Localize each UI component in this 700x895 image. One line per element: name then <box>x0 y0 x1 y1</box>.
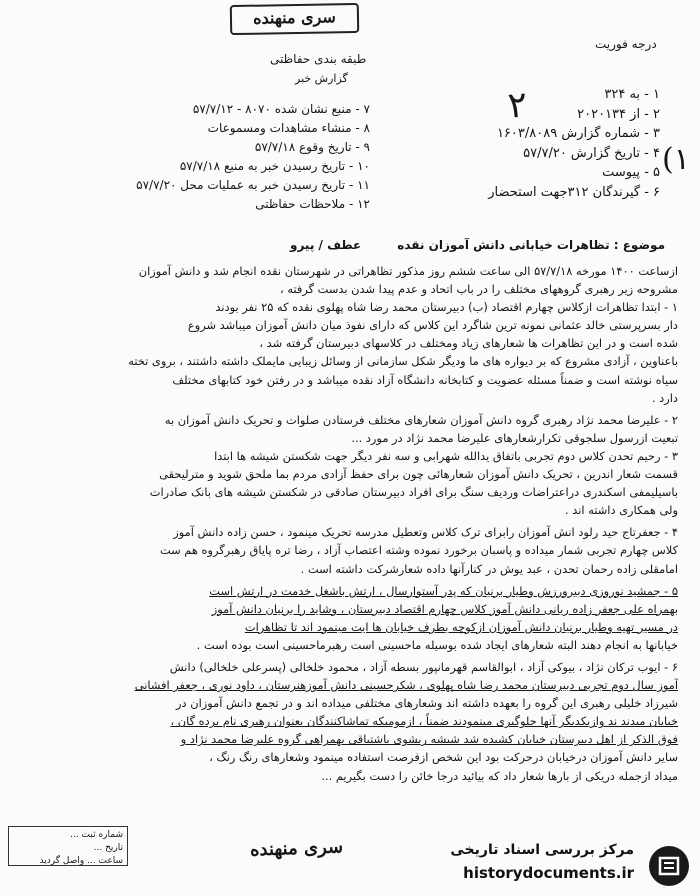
report-body <box>20 262 678 785</box>
body-line: باعناوین ، آزادی مشروع که بر دیواره های ما ودیگر شکل سازمانی از وسائل زیبایی مایملک داشته داشتند ، بروی تخته <box>128 354 678 369</box>
watermark-title: مرکز بررسی اسناد تاریخی <box>450 842 634 858</box>
bottom-secret-stamp: سری منهنده <box>249 836 344 861</box>
subject-line <box>290 238 665 252</box>
body-line: دارد . <box>651 390 678 405</box>
body-line: فوق الذکر از اهل دبیرستان خیابان کشیده شد شیشه ریشوی باشتیاقی بهمراهی گروه علیرضا محمد نژاد و <box>180 732 678 747</box>
archive-logo-icon <box>646 844 692 888</box>
field-source: ۷ - منبع نشان شده ۸۰۷۰ - ۵۷/۷/۱۲ <box>192 102 370 116</box>
classification-label: طبقه بندی حفاظتی <box>270 52 367 66</box>
field-source-receipt-date: ۱۰ - تاریخ رسیدن خبر به منبع ۵۷/۷/۱۸ <box>179 159 370 173</box>
field-event-date: ۹ - تاریخ وقوع ۵۷/۷/۱۸ <box>254 140 370 154</box>
field-origin: ۸ - منشاء مشاهدات ومسموعات <box>207 121 370 135</box>
field-recipients: ۶ - گیرندگان ۳۱۲جهت استحضار <box>488 184 660 200</box>
body-line: امامقلی زاده رحمان تحدن ، عبد یوش در کنارآنها داده شعارشرکت داشته است . <box>300 561 678 576</box>
body-line: خیابانها به انجام دهند البته شعارهای ایجاد شده بوسیله ماحسینی است رهبرماحسینی است بوده است . <box>196 637 678 652</box>
priority-label: درجه فوریت <box>595 37 657 51</box>
body-line: شده است و در این تظاهرات ها شعارهای زیاد ومختلف در کلاسهای دبیرستان گرفته شد ، <box>259 336 678 351</box>
body-line: ۶ - ایوب ترکان نژاد ، بیوکی آزاد ، ابوالقاسم قهرمانپور بسطه آزاد ، محمود خلخالی (پسرعلی خلخالی) دانش <box>169 659 678 674</box>
body-line: ۳ - رحیم تحدن کلاس دوم تجربی باتفاق یدالله شهرابی و سه نفر دیگر جهت شکستن شیشه ها ابتدا <box>214 448 678 463</box>
field-security-notes: ۱۲ - ملاحظات حفاظتی <box>255 197 370 211</box>
registration-stamp <box>8 826 128 866</box>
body-line: ۵ - جمشید نوروزی دبیرورزش وطیار برنیان که پدر آستوارسال ، ارتش باشغل خدمت در ارتش است <box>209 583 678 598</box>
secret-stamp: سری منهنده <box>230 3 360 35</box>
body-line: سایر دانش آموزان درخیابان درحرکت بود این شخص ازفرصت استفاده مینمود وشعارهای رنگ رنگ ، <box>209 750 678 765</box>
report-fields-left <box>25 100 370 214</box>
body-line: کلاس چهارم تجربی شمار میداده و پاسبان برخورد نموده وشته اعتصاب آزاد ، رضا تره پایاق رهبرگروه هم ست <box>159 543 678 558</box>
stamp-line: تاریخ ... <box>93 843 123 853</box>
stamp-line: ساعت ... واصل گردید <box>39 856 123 866</box>
body-line: بهمراه علی جعفر زاده ریانی دانش آموز کلاس چهارم اقتصاد دبیرستان ، وشاید را برنیان دانش آموز <box>211 601 678 616</box>
field-report-date: ۴ - تاریخ گزارش ۵۷/۷/۲۰ <box>523 145 660 161</box>
body-line: دار بسرپرستی خالد عثمانی نمونه ترین شاگرد این کلاس که دارای نفوذ میان دانش آموزان میباشد شروع <box>187 318 678 333</box>
body-line: تبعیت ازرسول سلجوقی تکرارشعارهای علیرضا محمد نژاد در مورد ... <box>351 430 678 445</box>
field-operations-receipt-date: ۱۱ - تاریخ رسیدن خبر به عملیات محل ۵۷/۷/۲۰ <box>136 178 370 192</box>
body-line: سیاه نوشته است و ضمناً مسئله عضویت و کتابخانه دانشگاه آزاد نقده میباشد و در رفتن خود کتابهای مختلف <box>172 372 678 387</box>
body-line: ولی همکاری داشته اند . <box>565 503 678 518</box>
body-line: میداد ازجمله دریکی از بارها شعار داد که بیائید درجا خائن را دست بگیریم ... <box>321 768 678 783</box>
body-line: قسمت شعار اندرین ، تحریک دانش آموزان شعارهائی چون برای حفظ آزادی مردم بما ملحق شوید و مترلیحقی <box>159 467 678 482</box>
body-line: ۱ - ابتدا تظاهرات ازکلاس چهارم اقتصاد (ب) دبیرستان محمد رضا شاه پهلوی نقده که ۲۵ نفر بودند <box>215 300 678 315</box>
subject-text: موضوع : تظاهرات خیابانی دانش آموزان نقده <box>397 238 665 252</box>
handwritten-bracket: (۱ <box>662 142 690 177</box>
body-line: شیرزاد خلیلی رهبری این گروه را بعهده داشته اند وشعارهای مختلفی میداده اند و در تجمع دانش آموزان در <box>176 696 678 711</box>
classification-sub-label: گزارش خبر <box>295 72 348 85</box>
watermark <box>362 842 692 892</box>
body-line: آموز سال دوم تجربی دبیرستان محمد رضا شاه پهلوی ، شکرحسینی دانش آموزهنرستان ، داود نوری ، جعفر افشانی <box>134 678 678 693</box>
field-report-number: ۳ - شماره گزارش ۱۶۰۳/۸۰۸۹ <box>496 126 660 141</box>
body-line: ۴ - جعفرتاج حید رلود انش آموزان رابرای ترک کلاس وتعطیل مدرسه تحریک مینمود ، حسن زاده دانش آموز <box>173 525 678 540</box>
body-line: ازساعت ۱۴۰۰ مورخه ۵۷/۷/۱۸ الی ساعت ششم روز مذکور تظاهراتی در شهرستان نقده انجام شد و دانش آموزان <box>138 264 678 278</box>
subject-reference: عطف / پیرو <box>290 238 362 252</box>
body-line: مشروحه زیر رهبری گروههای مختلف را در باب اتحاد و عدم پیدا شدن بدست گرفته ، <box>280 282 678 297</box>
stamp-line: شماره ثبت ... <box>70 830 123 840</box>
handwritten-number: ۲ <box>506 84 530 127</box>
body-line: ۲ - علیرضا محمد نژاد رهبری گروه دانش آموزان شعارهای مختلف فرستادن صلوات و تحریک دانش آموزان به <box>164 412 678 427</box>
field-from: ۲ - از ۲۰۲۰۱۳۴ <box>577 106 660 122</box>
report-fields-right <box>400 85 660 202</box>
body-line: خیابان میدند ند وازیکدیگر آنها جلوگیری مینمودند ضمناً ، ازمومیکه تماشاکنندگان بعنوان رهبری نام برده گان ، <box>170 714 678 729</box>
body-line: در مسیر تهیه وطیار برنیان دانش آموزان ازکوچه بطرف خیابان ها ایت مینمود اند تا تظاهرات <box>244 619 678 634</box>
watermark-url: historydocuments.ir <box>463 864 634 882</box>
field-attachment: ۵ - پیوست <box>602 165 660 180</box>
body-line: باسیلیمفی اسکندری دراعتراضات وردیف سنگ برای افراد دبیرستان صادقی در شکستن شیشه های بانک صادرات <box>149 485 678 500</box>
field-to: ۱ - به ۳۲۴ <box>604 87 660 102</box>
